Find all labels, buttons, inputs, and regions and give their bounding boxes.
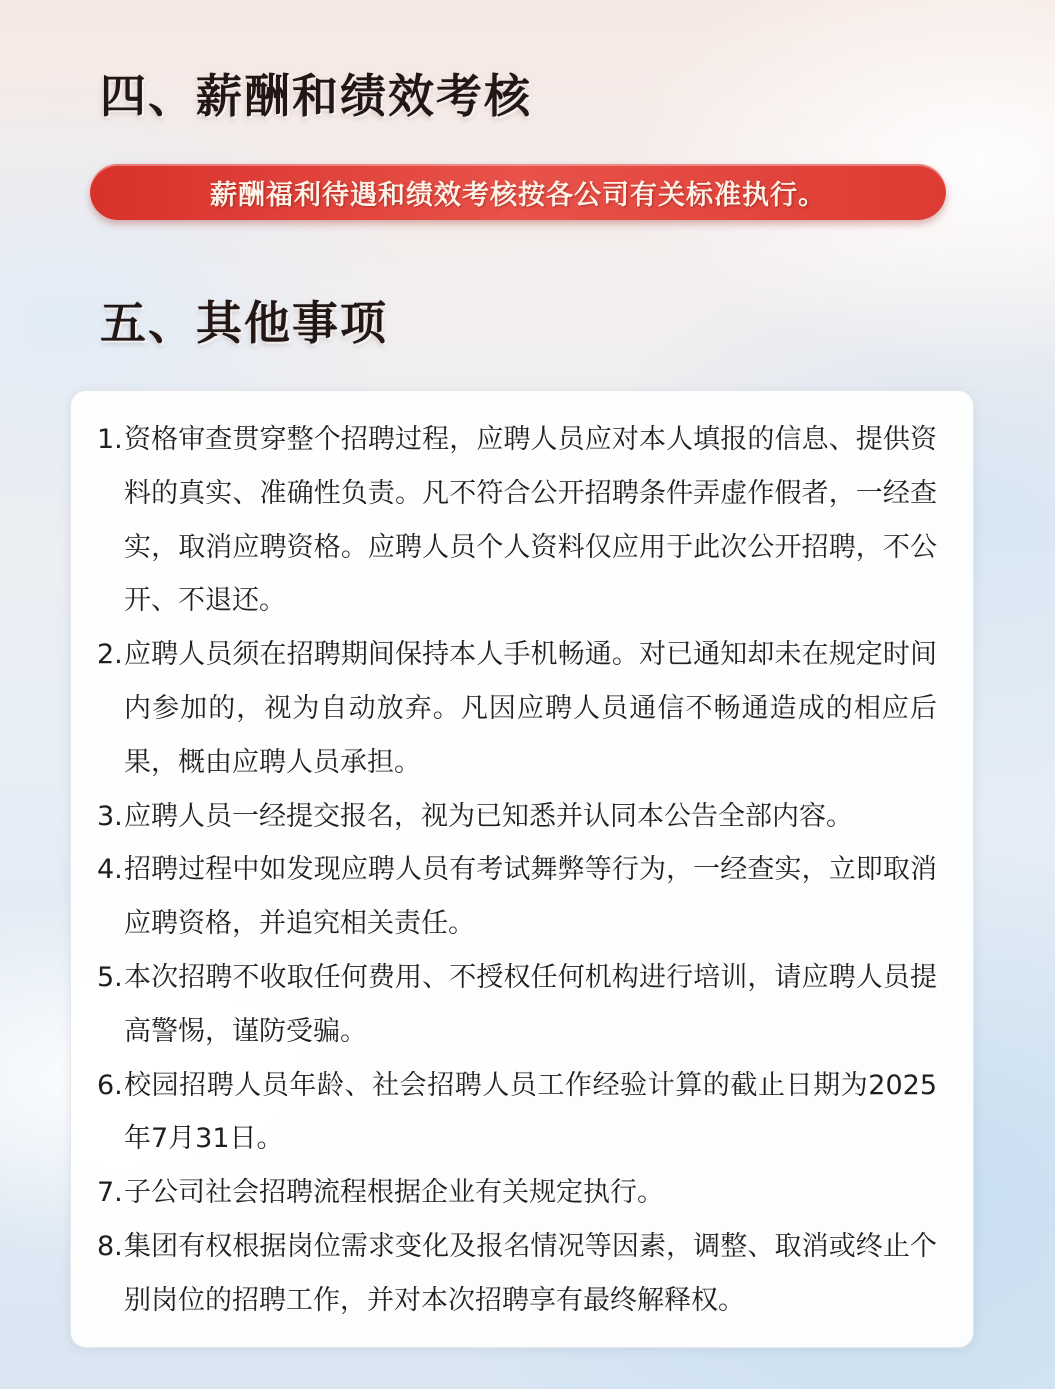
- other-matters-list: [97, 413, 937, 1328]
- list-item: [97, 843, 937, 951]
- item-text: 子公司社会招聘流程根据企业有关规定执行。: [124, 1177, 664, 1209]
- salary-banner: [90, 164, 946, 220]
- item-text: 应聘人员须在招聘期间保持本人手机畅通。对已通知却未在规定时间内参加的，视为自动放弃。凡因应聘人员通信不畅通造成的相应后果，概由应聘人员承担。: [124, 639, 937, 778]
- list-item: [97, 1166, 937, 1220]
- section-title-salary: 四、薪酬和绩效考核: [100, 69, 532, 123]
- other-matters-box: [70, 390, 974, 1348]
- item-text: 资格审查贯穿整个招聘过程，应聘人员应对本人填报的信息、提供资料的真实、准确性负责。凡不符合公开招聘条件弄虚作假者，一经查实，取消应聘资格。应聘人员个人资料仅应用于此次公开招聘，不公开、不退还。: [124, 424, 937, 617]
- item-number: 3.: [97, 800, 123, 832]
- salary-banner-text: 薪酬福利待遇和绩效考核按各公司有关标准执行。: [210, 179, 826, 211]
- item-number: 4.: [97, 854, 123, 886]
- item-number: 5.: [97, 961, 123, 993]
- list-item: [97, 951, 937, 1059]
- section-title-other-matters: 五、其他事项: [100, 296, 388, 350]
- list-item: [97, 1220, 937, 1328]
- item-text: 本次招聘不收取任何费用、不授权任何机构进行培训，请应聘人员提高警惕，谨防受骗。: [124, 961, 937, 1047]
- item-text: 招聘过程中如发现应聘人员有考试舞弊等行为，一经查实，立即取消应聘资格，并追究相关责任。: [124, 854, 937, 940]
- item-number: 6.: [97, 1069, 123, 1101]
- item-number: 1.: [97, 424, 123, 455]
- item-number: 8.: [97, 1230, 123, 1262]
- list-item: [97, 790, 937, 844]
- item-text: 集团有权根据岗位需求变化及报名情况等因素，调整、取消或终止个别岗位的招聘工作，并对本次招聘享有最终解释权。: [124, 1230, 937, 1316]
- list-item: [97, 1059, 937, 1167]
- item-number: 7.: [97, 1177, 123, 1209]
- list-item: [97, 628, 937, 789]
- item-text: 校园招聘人员年龄、社会招聘人员工作经验计算的截止日期为2025年7月31日。: [124, 1069, 937, 1155]
- item-text: 应聘人员一经提交报名，视为已知悉并认同本公告全部内容。: [124, 800, 853, 832]
- item-number: 2.: [97, 639, 123, 671]
- list-item: [97, 413, 937, 628]
